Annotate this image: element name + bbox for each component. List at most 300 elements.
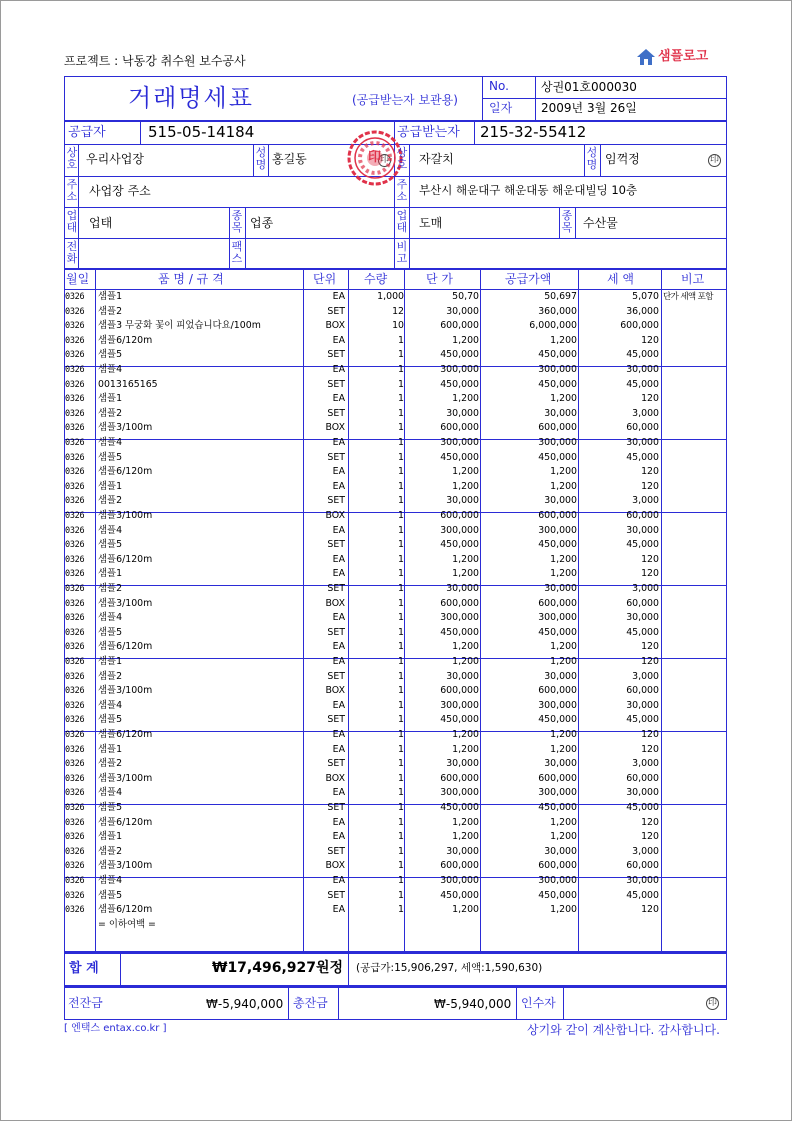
row-tax: 60,000: [626, 597, 659, 609]
row-item-name: 샘플4: [98, 787, 123, 799]
row-date: 0326: [65, 569, 85, 580]
row-date: 0326: [65, 584, 85, 594]
row-supply-amount: 1,200: [550, 641, 577, 653]
row-unit-price: 1,200: [452, 334, 479, 346]
table-row: [64, 626, 726, 641]
row-supply-amount: 1,200: [550, 568, 577, 580]
row-supply-amount: 1,200: [550, 334, 577, 346]
col-qty: 수량: [364, 272, 388, 286]
row-unit-price: 600,000: [440, 685, 479, 697]
row-date: 0326: [65, 832, 85, 843]
row-tax: 120: [641, 816, 659, 828]
row-qty: 1: [398, 583, 404, 594]
supplier-tel-label: 전화: [66, 240, 78, 265]
row-tax: 120: [641, 729, 659, 740]
buyer-name-label: 상호: [396, 146, 408, 171]
total-balance-label: 총잔금: [293, 996, 328, 1010]
row-supply-amount: 300,000: [538, 364, 577, 375]
table-row: [64, 655, 726, 670]
row-unit: EA: [332, 816, 345, 828]
row-item-name: 샘플2: [98, 758, 123, 770]
row-unit-price: 450,000: [440, 539, 479, 551]
col-note: 비고: [681, 272, 705, 286]
row-unit: SET: [327, 305, 345, 317]
row-tax: 60,000: [626, 422, 659, 434]
row-qty: 1: [398, 437, 404, 448]
row-unit-price: 300,000: [440, 875, 479, 886]
row-supply-amount: 450,000: [538, 889, 577, 901]
document-title: 거래명세표: [128, 84, 254, 112]
buyer-addr-label: 주소: [396, 178, 408, 203]
row-item-name: 샘플3/100m: [98, 772, 153, 784]
buyer-item-label: 종목: [561, 209, 573, 234]
table-row: [64, 772, 726, 787]
row-supply-amount: 600,000: [538, 510, 577, 521]
row-qty: 1: [398, 364, 404, 375]
row-qty: 1: [398, 407, 404, 419]
table-row: [64, 334, 726, 349]
row-item-name: 샘플3/100m: [98, 685, 153, 697]
buyer-rep: 임꺽정: [605, 152, 640, 166]
row-tax: 30,000: [626, 699, 659, 711]
row-qty: 1: [398, 422, 404, 434]
row-supply-amount: 1,200: [550, 480, 577, 492]
row-date: 0326: [65, 423, 85, 434]
row-qty: 1: [398, 466, 404, 478]
buyer-seal-icon: 印: [709, 155, 719, 165]
row-date: 0326: [65, 292, 85, 302]
date-value: 2009년 3월 26일: [541, 101, 637, 115]
row-supply-amount: 450,000: [538, 349, 577, 361]
row-unit-price: 30,000: [446, 407, 479, 419]
row-tax: 45,000: [626, 714, 659, 726]
buyer-name: 자갈치: [419, 152, 454, 166]
row-supply-amount: 30,000: [544, 407, 577, 419]
table-row: [64, 845, 726, 860]
supplier-rep: 홍길동: [272, 152, 307, 166]
row-date: 0326: [65, 905, 85, 916]
row-tax: 120: [641, 466, 659, 478]
row-supply-amount: 600,000: [538, 860, 577, 872]
row-supply-amount: 300,000: [538, 524, 577, 536]
item-rows: [64, 290, 727, 950]
totals-amount: ₩17,496,927원정: [212, 960, 344, 976]
row-unit-price: 450,000: [440, 802, 479, 813]
row-item-name: 샘플1: [98, 568, 123, 580]
date-label: 일자: [489, 101, 513, 115]
row-unit: BOX: [325, 422, 345, 434]
row-item-name: 샘플6/120m: [98, 641, 153, 653]
row-qty: 1: [398, 480, 404, 492]
row-unit: EA: [332, 480, 345, 492]
row-unit: EA: [332, 656, 345, 667]
footer-source: [ 엔택스 entax.co.kr ]: [64, 1023, 167, 1034]
table-row: [64, 640, 726, 655]
row-supply-amount: 450,000: [538, 378, 577, 390]
row-unit: SET: [327, 670, 345, 682]
prev-balance-value: ₩-5,940,000: [206, 997, 284, 1011]
row-supply-amount: 1,200: [550, 656, 577, 667]
row-qty: 1: [398, 539, 404, 551]
row-supply-amount: 30,000: [544, 845, 577, 857]
table-row: [64, 582, 726, 597]
row-date: 0326: [65, 788, 85, 799]
row-unit-price: 1,200: [452, 393, 479, 405]
supplier-rep-label: 성명: [255, 146, 267, 171]
row-unit: BOX: [325, 597, 345, 609]
row-unit: EA: [332, 831, 345, 843]
row-unit-price: 1,200: [452, 816, 479, 828]
row-date: 0326: [65, 379, 85, 390]
table-row: [64, 378, 726, 393]
row-item-name: 샘플6/120m: [98, 816, 153, 828]
row-qty: 1: [398, 670, 404, 682]
row-qty: 1: [398, 568, 404, 580]
row-unit: BOX: [325, 860, 345, 872]
row-unit-price: 1,200: [452, 904, 479, 916]
row-unit-price: 30,000: [446, 670, 479, 682]
table-row: [64, 509, 726, 524]
row-qty: 1: [398, 349, 404, 361]
row-unit-price: 30,000: [446, 845, 479, 857]
row-date: 0326: [65, 627, 85, 638]
row-item-name: 샘플6/120m: [98, 553, 153, 565]
row-unit-price: 1,200: [452, 743, 479, 755]
row-unit-price: 300,000: [440, 787, 479, 799]
row-unit-price: 300,000: [440, 612, 479, 624]
buyer-type-label: 업태: [396, 209, 408, 234]
row-supply-amount: 1,200: [550, 743, 577, 755]
buyer-address: 부산시 해운대구 해운대동 해운대빌딩 10층: [419, 183, 638, 197]
supplier-label: 공급자: [68, 125, 106, 140]
table-row: [64, 830, 726, 845]
row-item-name: 샘플3/100m: [98, 510, 153, 521]
row-date: 0326: [65, 876, 85, 886]
row-supply-amount: 600,000: [538, 422, 577, 434]
supplier-item-label: 종목: [231, 209, 243, 234]
row-unit-price: 450,000: [440, 714, 479, 726]
supplier-fax-label: 팩스: [231, 240, 243, 265]
row-qty: 1: [398, 510, 404, 521]
row-tax: 3,000: [632, 670, 659, 682]
row-item-name: 샘플5: [98, 714, 123, 726]
row-item-name: 샘플2: [98, 407, 123, 419]
row-tax: 30,000: [626, 437, 659, 448]
row-supply-amount: 450,000: [538, 802, 577, 813]
row-unit-price: 600,000: [440, 772, 479, 784]
row-supply-amount: 450,000: [538, 626, 577, 638]
row-unit-price: 1,200: [452, 831, 479, 843]
row-item-name: 샘플5: [98, 889, 123, 901]
row-unit-price: 450,000: [440, 626, 479, 638]
table-row: [64, 436, 726, 451]
row-unit: SET: [327, 495, 345, 507]
table-row: [64, 524, 726, 539]
row-unit: BOX: [325, 772, 345, 784]
row-supply-amount: 1,200: [550, 816, 577, 828]
buyer-note-label: 비고: [396, 240, 408, 265]
row-tax: 45,000: [626, 626, 659, 638]
row-tax: 30,000: [626, 364, 659, 375]
no-value: 상권01호000030: [541, 80, 637, 94]
col-price: 단 가: [426, 272, 453, 286]
row-qty: 1: [398, 524, 404, 536]
row-supply-amount: 600,000: [538, 772, 577, 784]
row-unit-price: 1,200: [452, 656, 479, 667]
row-unit-price: 300,000: [440, 699, 479, 711]
row-date: 0326: [65, 306, 85, 317]
logo-text: 샘플로고: [658, 49, 709, 64]
table-row: [64, 305, 726, 320]
row-supply-amount: 30,000: [544, 758, 577, 770]
row-tax: 45,000: [626, 802, 659, 813]
row-unit-price: 1,200: [452, 553, 479, 565]
row-date: 0326: [65, 613, 85, 624]
row-unit: SET: [327, 714, 345, 726]
row-date: 0326: [65, 759, 85, 770]
row-supply-amount: 450,000: [538, 451, 577, 463]
row-item-name: 샘플1: [98, 656, 123, 667]
supplier-seal-icon: 印: [379, 155, 389, 165]
row-unit: SET: [327, 583, 345, 594]
row-date: 0326: [65, 438, 85, 448]
row-tax: 120: [641, 656, 659, 667]
row-unit-price: 30,000: [446, 583, 479, 594]
row-qty: 1: [398, 626, 404, 638]
row-supply-amount: 450,000: [538, 539, 577, 551]
row-item-name: 샘플2: [98, 495, 123, 507]
row-unit-price: 600,000: [440, 510, 479, 521]
document-subtitle: (공급받는자 보관용): [352, 93, 458, 107]
table-row: [64, 363, 726, 378]
row-tax: 45,000: [626, 378, 659, 390]
row-tax: 120: [641, 641, 659, 653]
row-item-name: = 이하여백 =: [98, 918, 156, 930]
row-date: 0326: [65, 803, 85, 813]
row-tax: 120: [641, 743, 659, 755]
table-row: [64, 699, 726, 714]
row-unit: BOX: [325, 685, 345, 697]
row-supply-amount: 300,000: [538, 437, 577, 448]
row-unit: SET: [327, 889, 345, 901]
supplier-type: 업태: [89, 216, 113, 230]
row-item-name: 샘플6/120m: [98, 466, 153, 478]
row-supply-amount: 300,000: [538, 787, 577, 799]
row-tax: 120: [641, 393, 659, 405]
logo: [636, 47, 726, 69]
row-supply-amount: 1,200: [550, 729, 577, 740]
row-unit: EA: [332, 334, 345, 346]
totals-breakdown: (공급가:15,906,297, 세액:1,590,630): [356, 962, 543, 974]
supplier-addr-label: 주소: [66, 178, 78, 203]
project-name: 프로젝트 : 낙동강 취수원 보수공사: [64, 54, 246, 68]
row-item-name: 샘플2: [98, 670, 123, 682]
supplier-name-label: 상호: [66, 146, 78, 171]
row-date: 0326: [65, 408, 85, 419]
row-item-name: 샘플4: [98, 524, 123, 536]
row-unit: SET: [327, 451, 345, 463]
row-date: 0326: [65, 715, 85, 726]
row-unit: EA: [332, 904, 345, 916]
row-qty: 1: [398, 553, 404, 565]
row-unit-price: 450,000: [440, 378, 479, 390]
row-date: 0326: [65, 700, 85, 711]
row-unit: EA: [332, 466, 345, 478]
row-tax: 60,000: [626, 510, 659, 521]
house-icon: [636, 47, 656, 67]
row-supply-amount: 450,000: [538, 714, 577, 726]
row-qty: 12: [392, 305, 404, 317]
row-date: 0326: [65, 467, 85, 478]
table-row: [64, 743, 726, 758]
row-unit-price: 300,000: [440, 524, 479, 536]
table-row: [64, 889, 726, 904]
row-unit-price: 450,000: [440, 349, 479, 361]
row-note: 단가 세액 포함: [663, 292, 713, 302]
row-supply-amount: 300,000: [538, 612, 577, 624]
table-row: [64, 713, 726, 728]
row-qty: 1: [398, 378, 404, 390]
row-item-name: 샘플1: [98, 743, 123, 755]
table-row: [64, 757, 726, 772]
row-unit-price: 600,000: [440, 860, 479, 872]
row-supply-amount: 1,200: [550, 553, 577, 565]
receiver-label: 인수자: [521, 996, 556, 1010]
row-unit: EA: [332, 364, 345, 375]
row-unit: EA: [332, 553, 345, 565]
table-row: [64, 816, 726, 831]
row-supply-amount: 1,200: [550, 831, 577, 843]
col-tax: 세 액: [607, 272, 634, 286]
row-qty: 1: [398, 802, 404, 813]
table-row: [64, 611, 726, 626]
row-unit-price: 600,000: [440, 422, 479, 434]
row-qty: 10: [392, 320, 404, 332]
total-balance-value: ₩-5,940,000: [434, 997, 512, 1011]
row-qty: 1: [398, 816, 404, 828]
row-unit: EA: [332, 437, 345, 448]
table-row: [64, 407, 726, 422]
row-tax: 60,000: [626, 860, 659, 872]
row-tax: 45,000: [626, 889, 659, 901]
row-tax: 3,000: [632, 845, 659, 857]
footer-message: 상기와 같이 계산합니다. 감사합니다.: [527, 1023, 720, 1037]
row-tax: 600,000: [620, 320, 659, 332]
row-item-name: 샘플6/120m: [98, 334, 153, 346]
col-unit: 단위: [313, 272, 337, 286]
row-item-name: 샘플3/100m: [98, 860, 153, 872]
row-item-name: 샘플5: [98, 451, 123, 463]
table-row: [64, 903, 726, 918]
row-unit: BOX: [325, 320, 345, 332]
table-row: [64, 567, 726, 582]
row-supply-amount: 6,000,000: [529, 320, 577, 332]
row-unit: SET: [327, 626, 345, 638]
table-row: [64, 421, 726, 436]
row-qty: 1: [398, 641, 404, 653]
row-qty: 1: [398, 758, 404, 770]
row-item-name: 샘플2: [98, 583, 123, 594]
row-supply-amount: 360,000: [538, 305, 577, 317]
row-unit: EA: [332, 729, 345, 740]
table-row: [64, 392, 726, 407]
row-unit-price: 300,000: [440, 364, 479, 375]
row-date: 0326: [65, 365, 85, 375]
row-date: 0326: [65, 598, 85, 609]
supplier-type-label: 업태: [66, 209, 78, 234]
table-row: [64, 801, 726, 816]
row-supply-amount: 1,200: [550, 466, 577, 478]
row-unit-price: 30,000: [446, 495, 479, 507]
table-row: [64, 465, 726, 480]
no-label: No.: [489, 79, 509, 93]
row-unit: EA: [332, 612, 345, 624]
row-item-name: 샘플5: [98, 802, 123, 813]
supplier-address: 사업장 주소: [89, 184, 151, 198]
row-tax: 120: [641, 553, 659, 565]
row-unit-price: 30,000: [446, 305, 479, 317]
row-supply-amount: 1,200: [550, 904, 577, 916]
row-tax: 60,000: [626, 685, 659, 697]
row-date: 0326: [65, 671, 85, 682]
row-qty: 1: [398, 495, 404, 507]
row-qty: 1: [398, 334, 404, 346]
row-item-name: 샘플2: [98, 305, 123, 317]
col-item: 품 명 / 규 격: [158, 272, 224, 286]
row-unit: EA: [332, 568, 345, 580]
table-row: [64, 684, 726, 699]
row-date: 0326: [65, 657, 85, 667]
row-qty: 1: [398, 714, 404, 726]
row-unit-price: 1,200: [452, 729, 479, 740]
table-row: [64, 348, 726, 363]
row-unit: SET: [327, 349, 345, 361]
row-tax: 60,000: [626, 772, 659, 784]
row-supply-amount: 300,000: [538, 875, 577, 886]
row-item-name: 샘플4: [98, 612, 123, 624]
row-date: 0326: [65, 817, 85, 828]
row-date: 0326: [65, 642, 85, 653]
row-tax: 120: [641, 831, 659, 843]
row-item-name: 샘플3/100m: [98, 597, 153, 609]
row-supply-amount: 30,000: [544, 583, 577, 594]
row-unit: EA: [332, 743, 345, 755]
row-item-name: 샘플1: [98, 393, 123, 405]
row-tax: 5,070: [632, 291, 659, 302]
row-item-name: 샘플3/100m: [98, 422, 153, 434]
row-qty: 1: [398, 860, 404, 872]
row-unit: EA: [332, 699, 345, 711]
buyer-reg-no: 215-32-55412: [480, 123, 587, 141]
row-tax: 3,000: [632, 407, 659, 419]
row-qty: 1: [398, 612, 404, 624]
row-item-name: 샘플1: [98, 480, 123, 492]
table-row: [64, 670, 726, 685]
row-qty: 1: [398, 889, 404, 901]
row-qty: 1: [398, 729, 404, 740]
receiver-seal-icon: 印: [707, 998, 717, 1008]
row-item-name: 샘플5: [98, 626, 123, 638]
row-supply-amount: 300,000: [538, 699, 577, 711]
table-row: [64, 918, 726, 933]
row-unit: SET: [327, 802, 345, 813]
row-supply-amount: 1,200: [550, 393, 577, 405]
row-unit: EA: [332, 641, 345, 653]
col-supply: 공급가액: [505, 272, 552, 286]
row-date: 0326: [65, 744, 85, 755]
table-row: [64, 728, 726, 743]
row-unit: EA: [332, 393, 345, 405]
